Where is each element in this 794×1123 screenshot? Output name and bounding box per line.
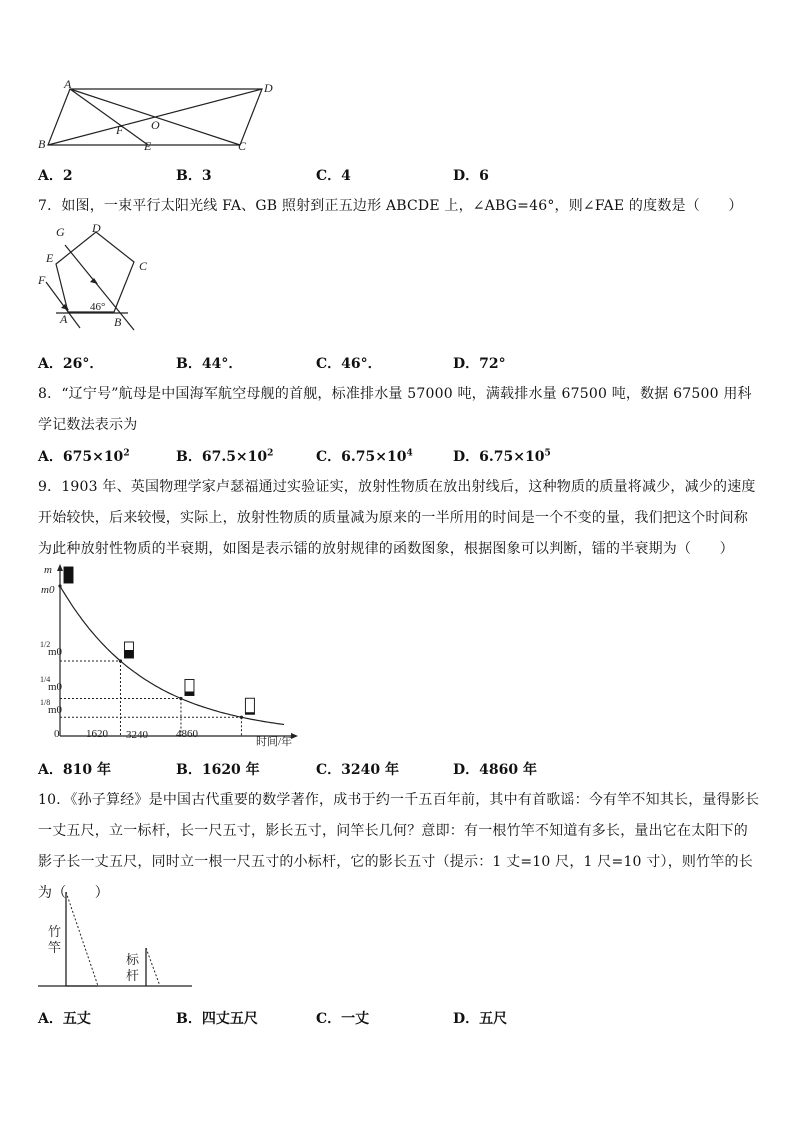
q9-option-b[interactable]: B．1620 年 xyxy=(176,762,260,778)
q9-option-d[interactable]: D．4860 年 xyxy=(453,762,537,778)
q9-text: 1903 年、英国物理学家卢瑟福通过实验证实，放射性物质在放出射线后，这种物质的质量将减少，减少的速度开始较快，后来较慢，实际上，放射性物质的质量减为原来的一半所用的时间是一个不变的量，我们把这个时间称为此种放射性物质的半衰期，如图是表示镭的放射规律的函数图象，根据图象可以判断，镭的半衰期为（ ） xyxy=(38,479,756,557)
decay-chart xyxy=(36,562,306,752)
y-tick-m0: m0 xyxy=(41,584,55,596)
pole-char-1: 竹 xyxy=(48,924,62,939)
sample-icon-3 xyxy=(245,698,254,714)
q6-option-c[interactable]: C．4 xyxy=(316,168,351,184)
q8-number: 8． xyxy=(38,386,62,402)
label-O: O xyxy=(151,118,160,132)
q9-option-a[interactable]: A．810 年 xyxy=(38,762,111,778)
x-tick-1620: 1620 xyxy=(86,728,108,740)
label-F: F xyxy=(116,123,124,137)
y-tick-quarter-frac: 1/4 xyxy=(40,675,51,684)
q8-option-a-base: A．675×10 xyxy=(38,449,124,465)
q9-stem xyxy=(38,472,760,565)
label-E: E xyxy=(46,251,54,265)
angle-label: 46° xyxy=(90,301,106,313)
q6-option-b[interactable]: B．3 xyxy=(176,168,212,184)
x-tick-3240: 3240 xyxy=(126,729,148,741)
q8-option-d-exp: 5 xyxy=(544,448,551,459)
x-tick-origin: 0 xyxy=(54,728,60,740)
label-A: A xyxy=(64,78,72,91)
label-D: D xyxy=(264,81,273,95)
y-tick-half-frac: 1/2 xyxy=(40,640,51,649)
y-tick-eighth-frac: 1/8 xyxy=(40,698,51,707)
q8-options xyxy=(38,446,738,468)
q8-stem xyxy=(38,379,760,441)
q8-option-b[interactable] xyxy=(176,446,273,466)
y-tick-quarter-m0: m0 xyxy=(48,681,63,693)
data-point-2 xyxy=(179,697,182,700)
stick-char-2: 杆 xyxy=(126,968,140,983)
label-D: D xyxy=(92,221,101,235)
q6-option-a[interactable]: A．2 xyxy=(38,168,73,184)
label-E: E xyxy=(144,139,152,153)
q10-option-a[interactable]: A．五丈 xyxy=(38,1011,91,1027)
q7-stem xyxy=(38,191,760,222)
sample-icon-2 xyxy=(185,680,194,696)
q10-option-c[interactable]: C．一丈 xyxy=(316,1011,370,1027)
q8-option-a-exp: 2 xyxy=(123,448,130,459)
q7-number: 7． xyxy=(38,198,62,214)
label-G: G xyxy=(56,225,65,239)
label-B: B xyxy=(38,137,46,151)
x-tick-4860: 4860 xyxy=(176,728,198,740)
label-C: C xyxy=(139,259,148,273)
label-A: A xyxy=(60,312,68,326)
label-B: B xyxy=(114,315,122,329)
y-tick-half-m0: m0 xyxy=(48,646,63,658)
sample-icon-1 xyxy=(124,642,133,658)
x-axis-label: 时间/年 xyxy=(256,736,293,748)
y-axis-label: m xyxy=(44,564,52,576)
q8-option-b-base: B．67.5×10 xyxy=(176,449,268,465)
bamboo-figure xyxy=(36,878,196,992)
q8-option-c-base: C．6.75×10 xyxy=(316,449,407,465)
q8-text: “辽宁号”航母是中国海军航空母舰的首舰，标准排水量 57000 吨，满载排水量 67500 吨，数据 67500 用科学记数法表示为 xyxy=(38,386,752,433)
stick-char-1: 标 xyxy=(126,952,140,967)
q8-option-c-exp: 4 xyxy=(406,448,413,459)
q8-option-b-exp: 2 xyxy=(267,448,274,459)
data-point-1 xyxy=(119,659,122,662)
q8-option-c[interactable] xyxy=(316,446,413,466)
q9-option-c[interactable]: C．3240 年 xyxy=(316,762,399,778)
pentagon-figure xyxy=(36,220,166,332)
data-point-3 xyxy=(240,716,243,719)
q8-option-d-base: D．6.75×10 xyxy=(453,449,545,465)
data-point-0 xyxy=(58,584,61,587)
q7-options xyxy=(38,353,738,375)
label-F: F xyxy=(38,273,46,287)
q10-option-b[interactable]: B．四丈五尺 xyxy=(176,1011,258,1027)
q7-option-b[interactable]: B．44°． xyxy=(176,356,243,372)
q9-options xyxy=(38,759,738,781)
sample-icon-0 xyxy=(64,567,73,583)
q7-option-d[interactable]: D．72° xyxy=(453,356,506,372)
q7-option-a[interactable]: A．26°． xyxy=(38,356,104,372)
q6-options xyxy=(38,165,738,187)
q7-text: 如图，一束平行太阳光线 FA、GB 照射到正五边形 ABCDE 上，∠ABG=46°，则∠FAE 的度数是（ ） xyxy=(61,198,743,214)
y-tick-eighth-m0: m0 xyxy=(48,704,63,716)
q8-option-a[interactable] xyxy=(38,446,130,466)
q8-option-d[interactable] xyxy=(453,446,551,466)
q10-number: 10． xyxy=(38,792,71,808)
q9-number: 9． xyxy=(38,479,62,495)
q7-option-c[interactable]: C．46°． xyxy=(316,356,382,372)
q10-option-d[interactable]: D．五尺 xyxy=(453,1011,508,1027)
q6-option-d[interactable]: D．6 xyxy=(453,168,489,184)
q10-options xyxy=(38,1008,738,1030)
parallelogram-figure xyxy=(36,78,286,156)
label-C: C xyxy=(238,139,247,153)
pole-char-2: 竿 xyxy=(48,940,62,955)
q10-text: 《孙子算经》是中国古代重要的数学著作，成书于约一千五百年前，其中有首歌谣：今有竿不知其长，量得影长一丈五尺，立一标杆，长一尺五寸，影长五寸，问竿长几何？意即：有一根竹竿不知道有多长，量出它在太阳下的影子长一丈五尺，同时立一根一尺五寸的小标杆，它的影长五寸（提示：1 丈=10 尺，1 尺=10 寸），则竹竿的长为（ ） xyxy=(38,792,760,901)
